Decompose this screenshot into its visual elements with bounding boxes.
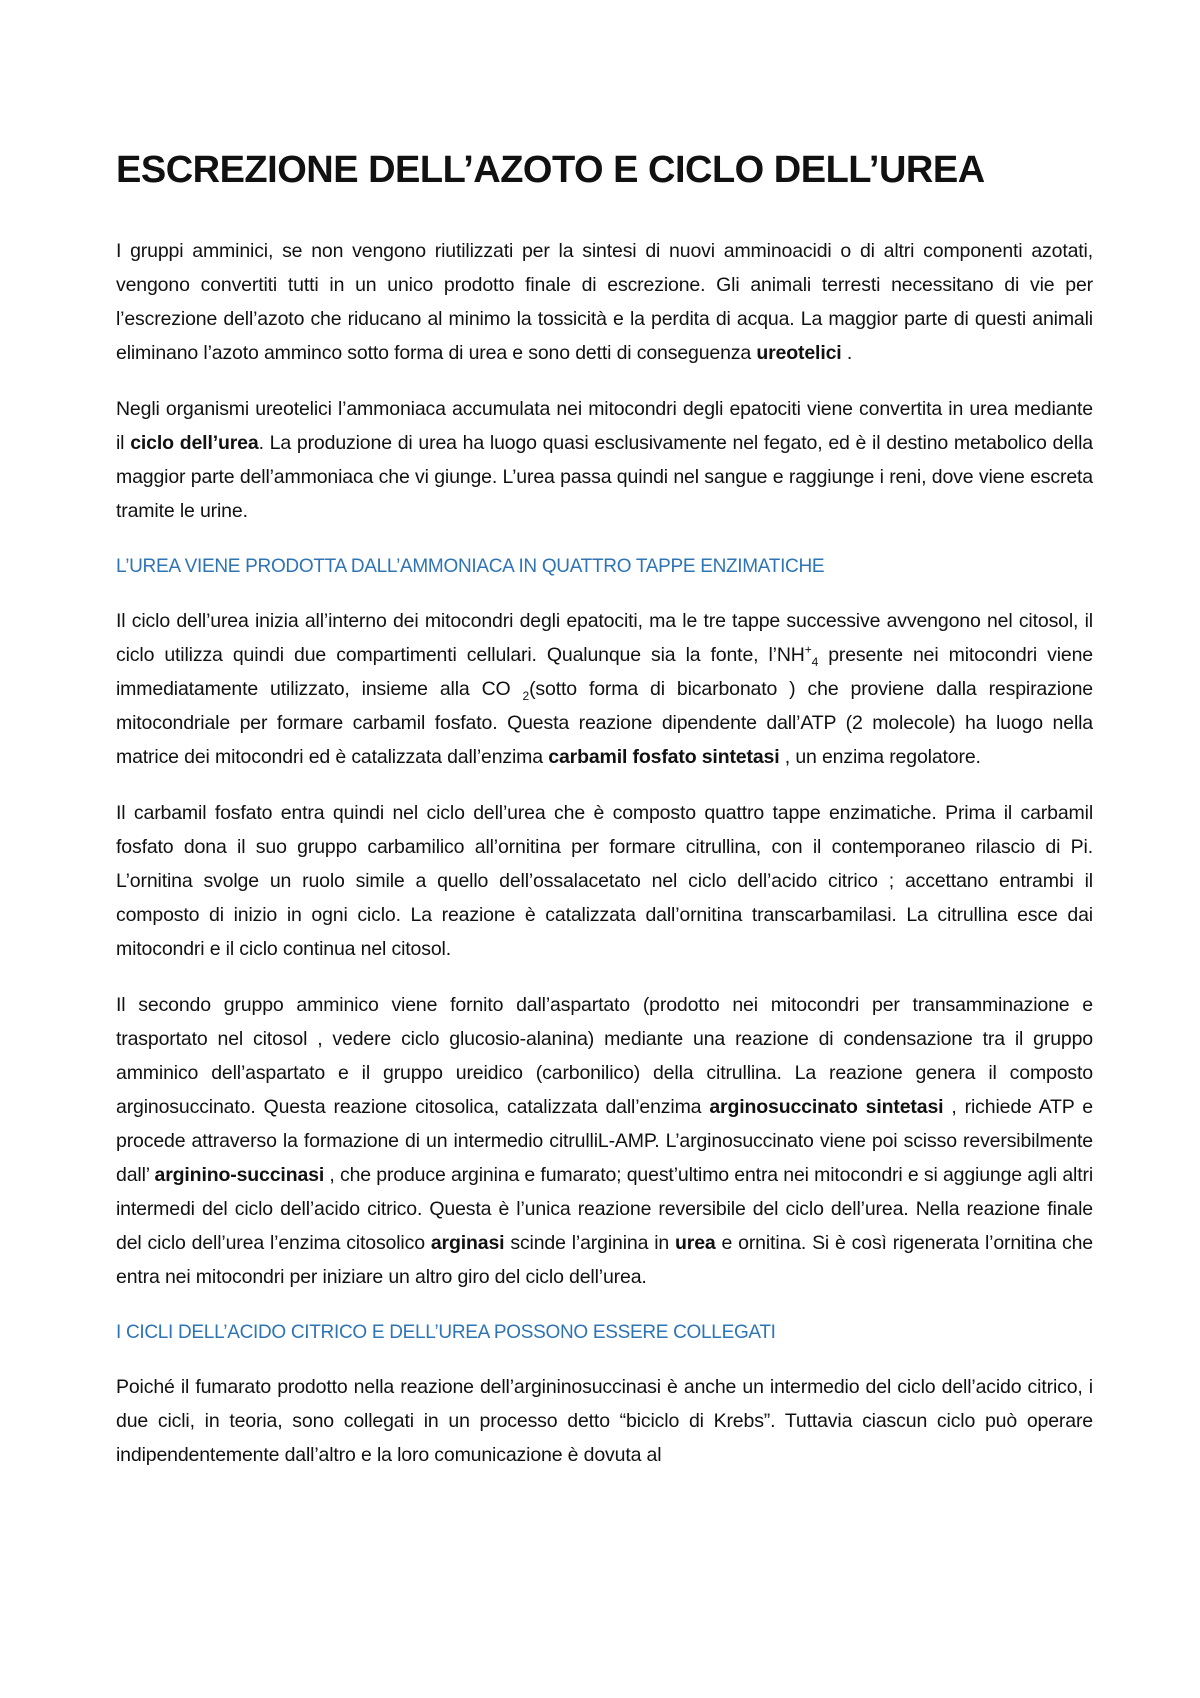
paragraph-biciclo-krebs: Poiché il fumarato prodotto nella reazione dell’argininosuccinasi è anche un intermedio del ciclo dell’acido citrico, i due cicli, in teoria, sono collegati in un processo detto “biciclo di Krebs”. Tuttavia ciascun ciclo può operare indipendentemente dall’altro e la loro comunicazione è dovuta al [116,1375,1093,1466]
paragraph-carbamil-fosfato: Il carbamil fosfato entra quindi nel ciclo dell’urea che è composto quattro tappe enzimatiche. Prima il carbamil fosfato dona il suo gruppo carbamilico all’ornitina per formare citrullina, con il contemporaneo rilascio di Pi. L’ornitina svolge un ruolo simile a quello dell’ossalacetato nel ciclo dell’acido citrico ; accettano entrambi il composto di inizio in ogni ciclo. La reazione è catalizzata dall’ornitina transcarbamilasi. La citrullina esce dai mitocondri e il ciclo continua nel citosol. [116,801,1093,960]
paragraph-intro: I gruppi amminici, se non vengono riutilizzati per la sintesi di nuovi amminoacidi o di altri componenti azotati, vengono convertiti tutti in un unico prodotto finale di escrezione. Gli animali terresti necessitano di vie per l’escrezione dell’azoto che riducano al minimo la tossicità e la perdita di acqua. La maggior parte di questi animali eliminano l’azoto amminco sotto forma di urea e sono detti di conseguenza ureotelici . [116,239,1093,364]
term-arginasi: arginasi [430,1231,505,1254]
term-arginosuccinato-sintetasi: arginosuccinato sintetasi [709,1095,944,1118]
term-ciclo-urea: ciclo dell’urea [130,431,259,454]
paragraph-secondo-gruppo: Il secondo gruppo amminico viene fornito dall’aspartato (prodotto nei mitocondri per transamminazione e trasportato nel citosol , vedere ciclo glucosio-alanina) mediante una reazione di condensazione tra il gruppo amminico dell’aspartato e il gruppo ureidico (carbonilico) della citrullina. La reazione genera il composto arginosuccinato. Questa reazione citosolica, catalizzata dall’enzima arginosuccinato sintetasi , richiede ATP e procede attraverso la formazione di un intermedio citrulliL-AMP. L’arginosuccinato viene poi scisso reversibilmente dall’ arginino-succinasi , che produce arginina e fumarato; quest’ultimo entra nei mitocondri e si aggiunge agli altri intermedi del ciclo dell’acido citrico. Questa è l’unica reazione reversibile del ciclo dell’urea. Nella reazione finale del ciclo dell’urea l’enzima citosolico arginasi scinde l’arginina in urea e ornitina. Si è così rigenerata l’ornitina che entra nei mitocondri per iniziare un altro giro del ciclo dell’urea. [116,993,1093,1288]
term-carbamil-fosfato-sintetasi: carbamil fosfato sintetasi [548,745,780,768]
document-title: ESCREZIONE DELL’AZOTO E CICLO DELL’UREA [116,149,985,191]
term-urea: urea [675,1231,716,1254]
paragraph-organismi-ureotelici: Negli organismi ureotelici l’ammoniaca accumulata nei mitocondri degli epatociti viene convertita in urea mediante il ciclo dell’urea. La produzione di urea ha luogo quasi esclusivamente nel fegato, ed è il destino metabolico della maggior parte dell’ammoniaca che vi giunge. L’urea passa quindi nel sangue e raggiunge i reni, dove viene escreta tramite le urine. [116,397,1093,522]
term-arginino-succinasi: arginino-succinasi [154,1163,325,1186]
paragraph-inizio-ciclo: Il ciclo dell’urea inizia all’interno dei mitocondri degli epatociti, ma le tre tappe successive avvengono nel citosol, il ciclo utilizza quindi due compartimenti cellulari. Qualunque sia la fonte, $l’NH^+_4$ presente nei mitocondri viene immediatamente utilizzato, insieme alla CO $_2$(sotto forma di bicarbonato ) che proviene dalla respirazione mitocondriale per formare carbamil fosfato. Questa reazione dipendente dall’ATP (2 molecole) ha luogo nella matrice dei mitocondri ed è catalizzata dall’enzima carbamil fosfato sintetasi , un enzima regolatore. [116,609,1094,768]
document-page [116,150,1093,1494]
section-heading-quattro-tappe: L’UREA VIENE PRODOTTA DALL’AMMONIACA IN QUATTRO TAPPE ENZIMATICHE [116,555,825,577]
section-heading-cicli-collegati: I CICLI DELL’ACIDO CITRICO E DELL’UREA POSSONO ESSERE COLLEGATI [116,1321,776,1343]
term-ureotelici: ureotelici [756,341,842,364]
